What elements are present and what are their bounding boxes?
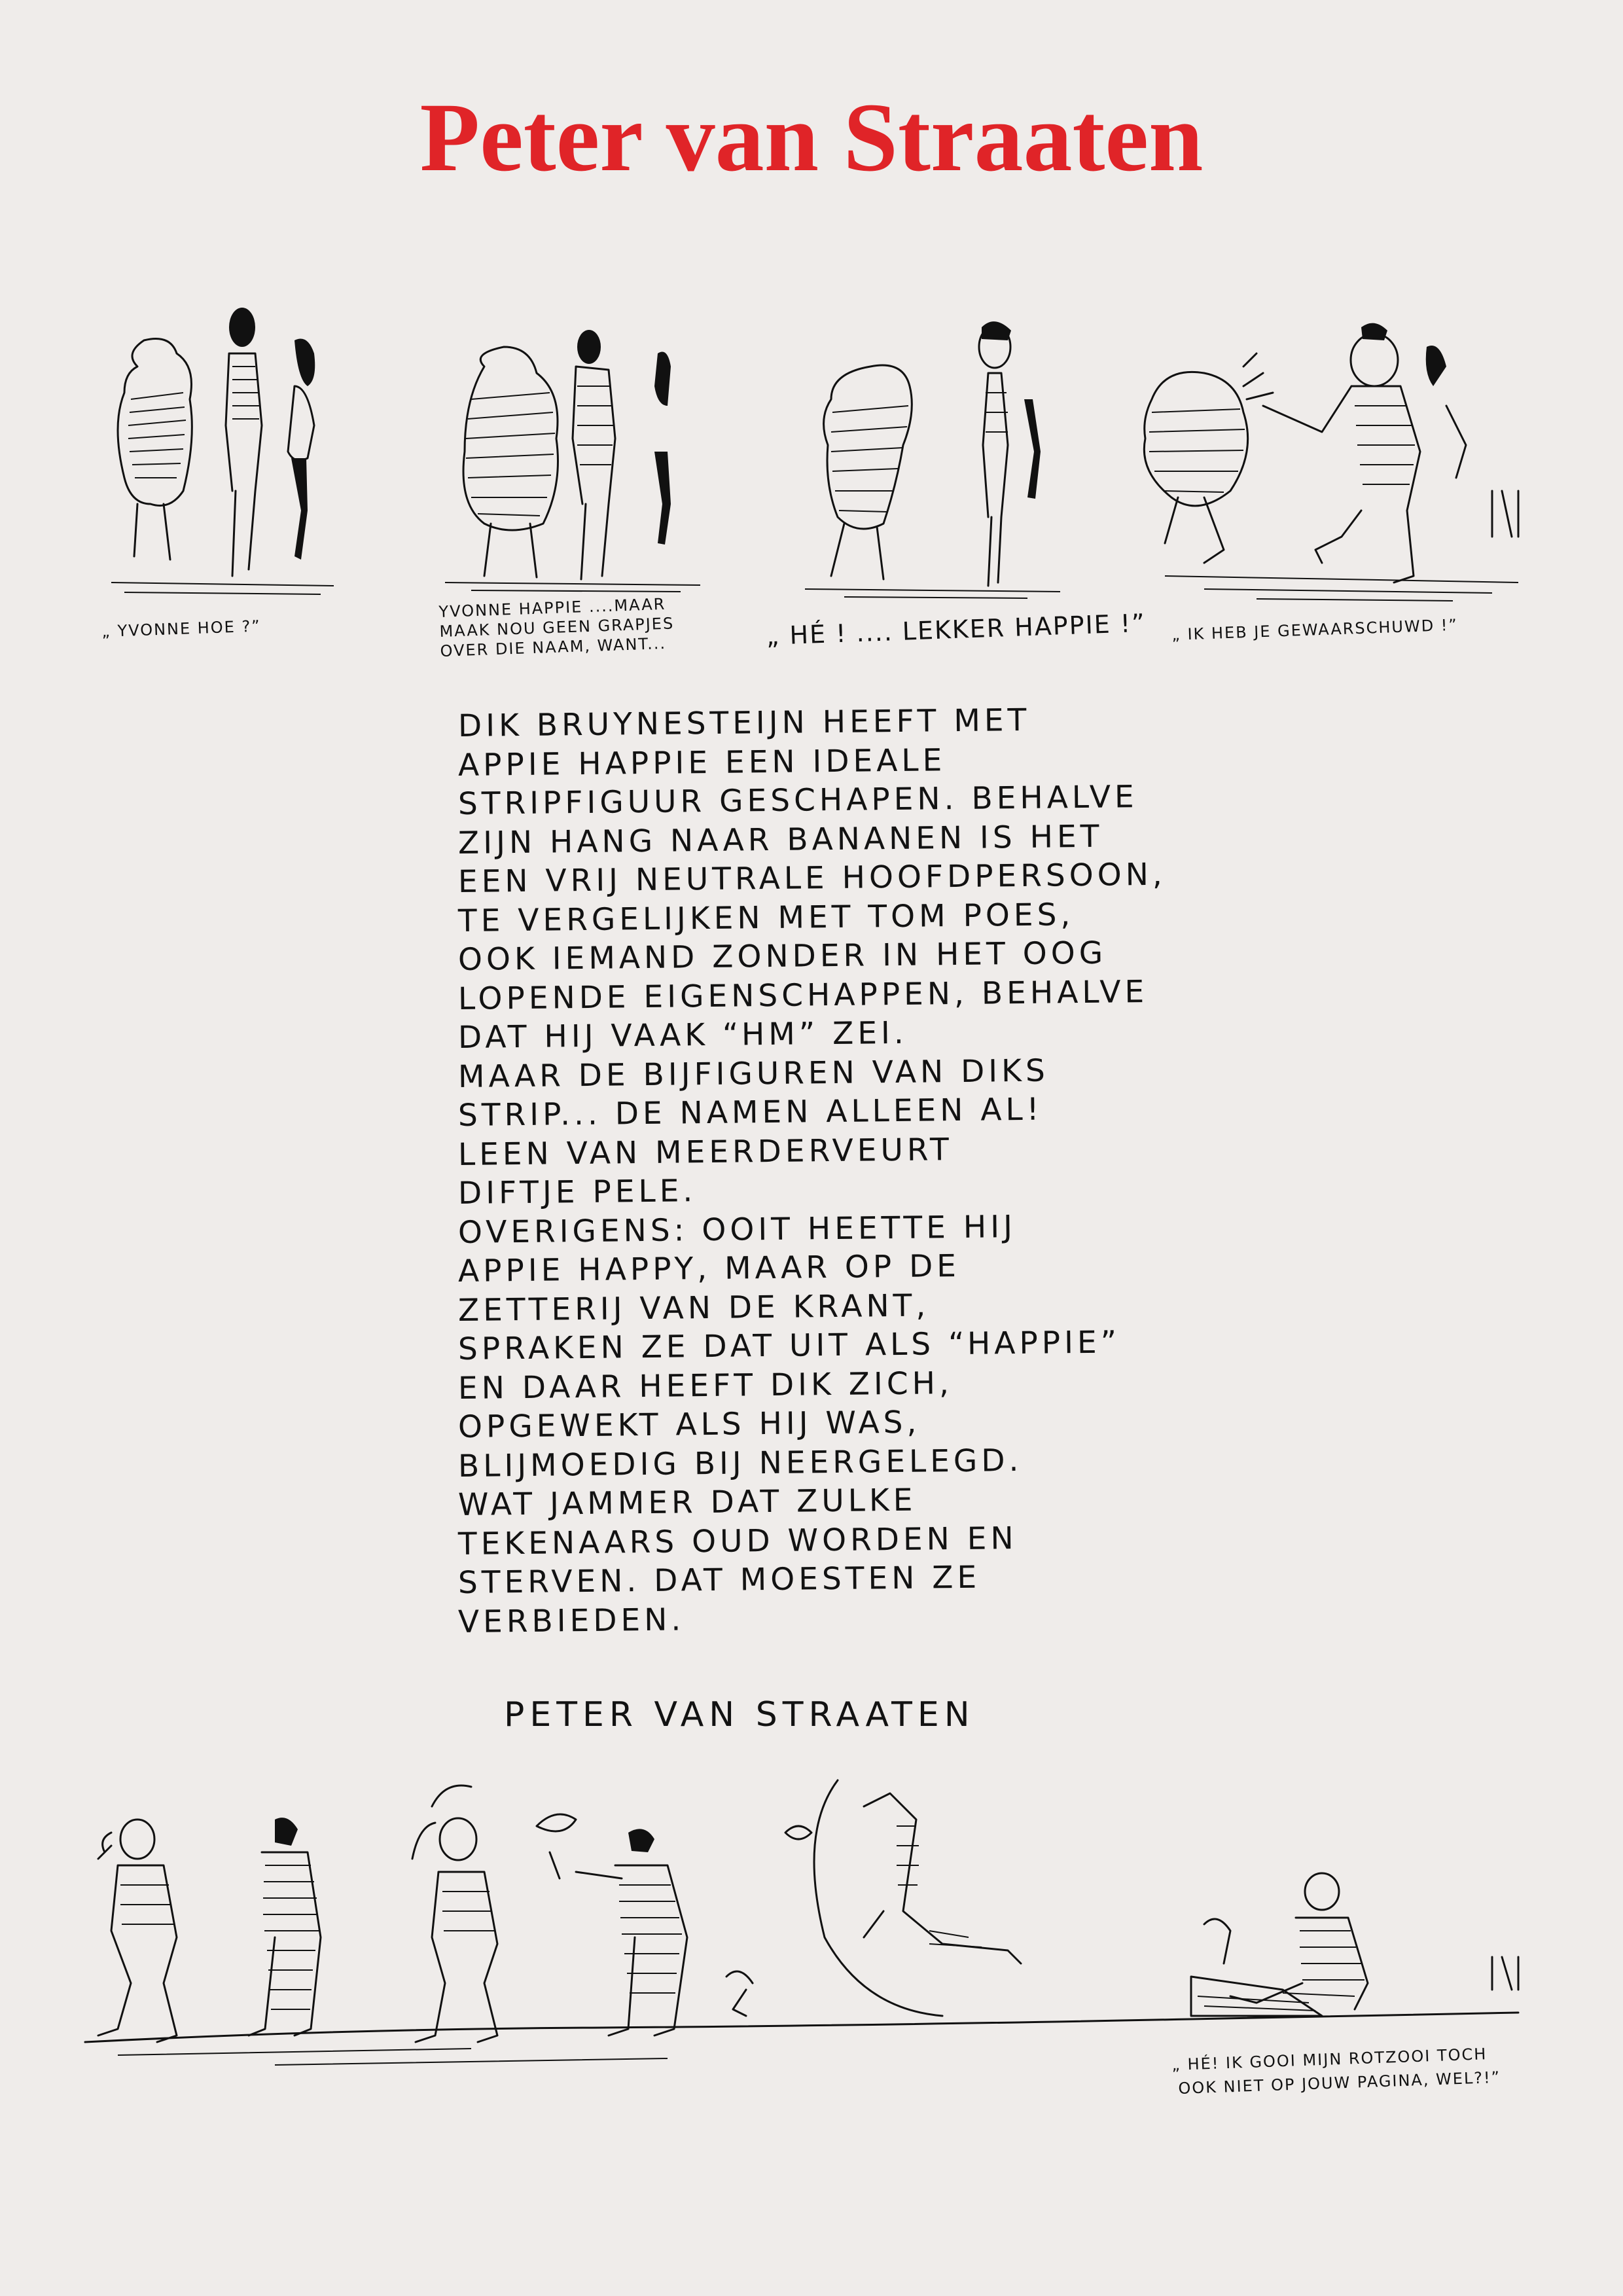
top-panel-1-drawing — [98, 295, 347, 602]
text-line: STRIPFIGUUR GESCHAPEN. BEHALVE — [457, 779, 1138, 822]
text-line: OVERIGENS: OOIT HEETTE HIJ — [457, 1208, 1017, 1251]
text-line: MAAR DE BIJFIGUREN VAN DIKS — [457, 1052, 1050, 1095]
text-line: DIK BRUYNESTEIJN HEEFT MET — [457, 702, 1031, 744]
text-line: TEKENAARS OUD WORDEN EN — [457, 1520, 1018, 1562]
bottom-comic-strip — [0, 1767, 1623, 2108]
top-panel-2-caption: YVONNE HAPPIE ....MAAR MAAK NOU GEEN GRAPJES OVER DIE NAAM, WANT... — [438, 594, 675, 660]
top-panel-1-caption: „ YVONNE HOE ?” — [101, 617, 262, 641]
text-line: TE VERGELIJKEN MET TOM POES, — [457, 896, 1075, 939]
handwritten-text — [457, 702, 1243, 1641]
top-panel-2-drawing — [432, 308, 713, 596]
top-panel-3-drawing — [792, 301, 1073, 602]
bottom-panel-caption-line-2: OOK NIET OP JOUW PAGINA, WEL?!” — [1178, 2068, 1501, 2098]
top-comic-strip — [0, 281, 1623, 681]
text-line: APPIE HAPPIE EEN IDEALE — [457, 742, 946, 783]
text-line: ZIJN HANG NAAR BANANEN IS HET — [457, 818, 1103, 861]
text-line: WAT JAMMER DAT ZULKE — [457, 1482, 917, 1523]
text-line: DIFTJE PELE. — [457, 1173, 697, 1211]
text-line: EN DAAR HEEFT DIK ZICH, — [457, 1365, 954, 1407]
text-line: DAT HIJ VAAK “HM” ZEI. — [457, 1014, 908, 1056]
text-line: LOPENDE EIGENSCHAPPEN, BEHALVE — [457, 973, 1149, 1017]
bottom-strip-drawing — [79, 1767, 1544, 2094]
bottom-panel-caption-line-1: „ HÉ! IK GOOI MIJN ROTZOOI TOCH — [1171, 2045, 1488, 2074]
text-line: APPIE HAPPY, MAAR OP DE — [457, 1247, 961, 1289]
text-line: BLIJMOEDIG BIJ NEERGELEGD. — [457, 1442, 1023, 1484]
text-line: LEEN VAN MEERDERVEURT — [457, 1131, 954, 1173]
text-line: VERBIEDEN. — [457, 1601, 685, 1640]
text-line: OOK IEMAND ZONDER IN HET OOG — [457, 935, 1107, 978]
top-panel-4-drawing — [1126, 301, 1544, 615]
text-line: EEN VRIJ NEUTRALE HOOFDPERSOON, — [457, 856, 1167, 900]
top-panel-4-caption: „ IK HEB JE GEWAARSCHUWD !” — [1171, 615, 1459, 644]
text-line: OPGEWEKT ALS HIJ WAS, — [457, 1404, 921, 1445]
text-line: STERVEN. DAT MOESTEN ZE — [457, 1559, 981, 1601]
top-panel-3-caption: „ HÉ ! .... LEKKER HAPPIE !” — [766, 608, 1147, 651]
signature: PETER VAN STRAATEN — [504, 1695, 975, 1734]
text-line: SPRAKEN ZE DAT UIT ALS “HAPPIE” — [457, 1324, 1121, 1367]
text-line: STRIP... DE NAMEN ALLEEN AL! — [457, 1091, 1043, 1134]
text-line: ZETTERIJ VAN DE KRANT, — [457, 1287, 930, 1329]
page-title: Peter van Straaten — [419, 83, 1204, 192]
